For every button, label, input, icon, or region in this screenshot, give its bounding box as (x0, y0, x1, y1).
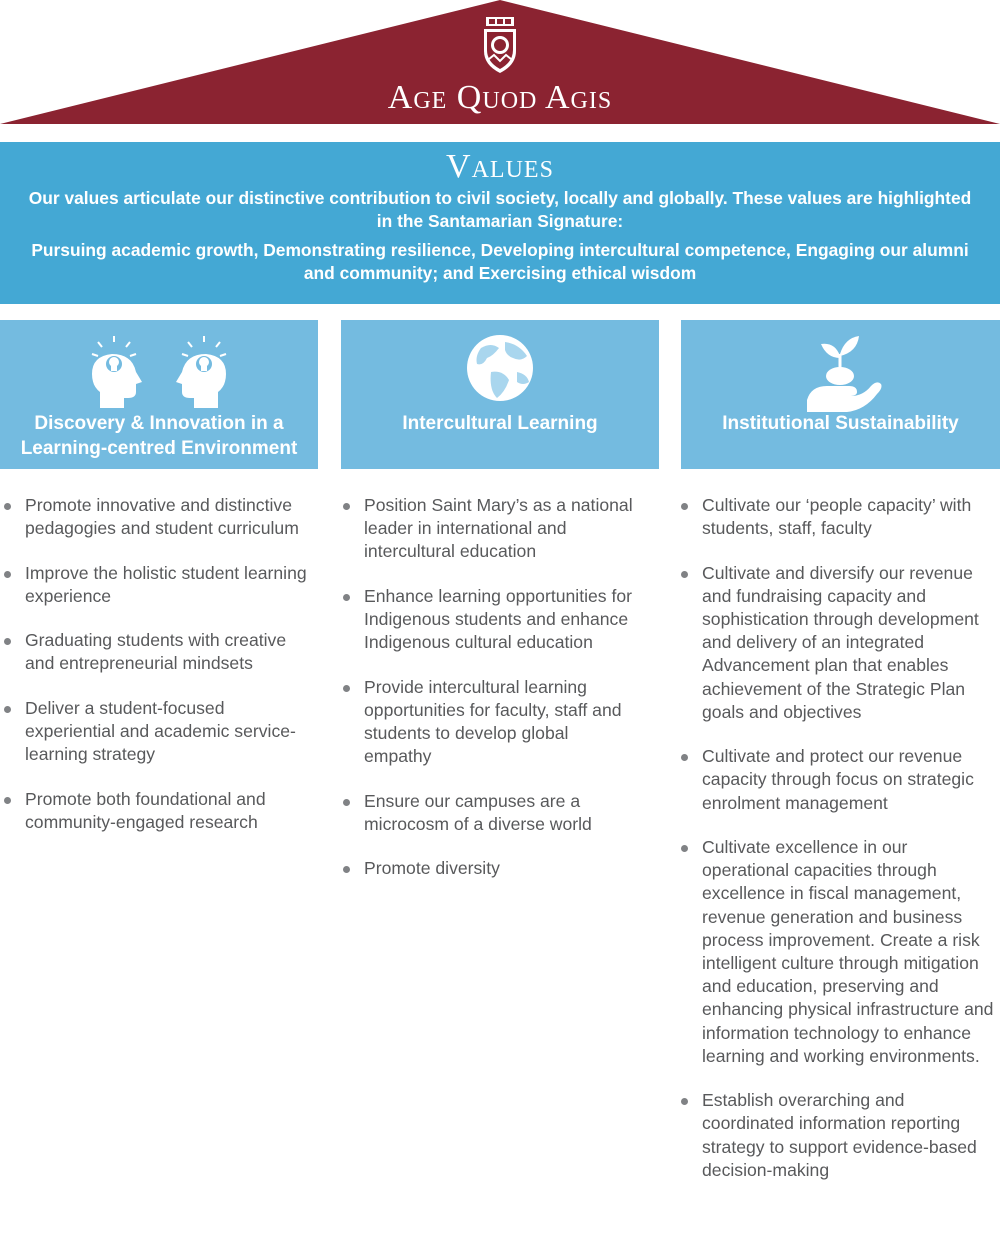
list-item: Enhance learning opportunities for Indigenous students and enhance Indigenous cultural education (340, 585, 640, 655)
list-item: Promote innovative and distinctive pedagogies and student curriculum (1, 494, 319, 540)
pillar-1-list (1, 494, 319, 855)
values-banner (0, 142, 1000, 304)
santamarian-signature: Pursuing academic growth, Demonstrating resilience, Developing intercultural competence, Engaging our alumni and community; and Exercising ethical wisdom (31, 240, 969, 283)
university-crest-icon (478, 15, 522, 75)
list-item: Cultivate and diversify our revenue and fundraising capacity and sophistication through development and delivery of an integrated Advancement plan that enables achievement of the Strategic Plan goals and objectives (678, 562, 996, 724)
list-item: Ensure our campuses are a microcosm of a diverse world (340, 790, 640, 836)
globe-icon (341, 328, 659, 418)
pillar-title: Intercultural Learning (402, 413, 598, 434)
pillar-3-list (678, 494, 996, 1203)
values-title: Values (446, 148, 554, 185)
list-item: Deliver a student-focused experiential and academic service-learning strategy (1, 697, 319, 767)
hand-seedling-icon (681, 328, 1000, 418)
list-item: Promote diversity (340, 857, 640, 880)
pillar-2-list (340, 494, 640, 902)
list-item: Cultivate excellence in our operational capacities through excellence in fiscal management, revenue generation and business process improvement. Create a risk intelligent culture through mitigation and education, preserving and enhancing physical infrastructure and information technology to enhance learning and working environments. (678, 836, 996, 1068)
list-item: Improve the holistic student learning experience (1, 562, 319, 608)
list-item: Provide intercultural learning opportunities for faculty, staff and students to develop global empathy (340, 676, 640, 769)
list-item: Position Saint Mary’s as a national leader in international and intercultural education (340, 494, 640, 564)
heads-lightbulb-icon (0, 328, 318, 418)
list-item: Cultivate our ‘people capacity’ with students, staff, faculty (678, 494, 996, 540)
pillar-institutional-sustainability (681, 320, 1000, 469)
pillar-title: Discovery & Innovation in a Learning-centred Environment (20, 413, 298, 459)
list-item: Graduating students with creative and entrepreneurial mindsets (1, 629, 319, 675)
list-item: Promote both foundational and community-engaged research (1, 788, 319, 834)
motto: Age Quod Agis (387, 79, 613, 116)
list-item: Cultivate and protect our revenue capacity through focus on strategic enrolment management (678, 745, 996, 815)
list-item: Establish overarching and coordinated information reporting strategy to support evidence-based decision-making (678, 1089, 996, 1182)
pillar-discovery-innovation (0, 320, 318, 469)
pillar-intercultural-learning (341, 320, 659, 469)
values-description: Our values articulate our distinctive contribution to civil society, locally and globally. These values are highlighted in the Santamarian Signature: (28, 188, 972, 231)
pillar-title: Institutional Sustainability (722, 413, 959, 434)
